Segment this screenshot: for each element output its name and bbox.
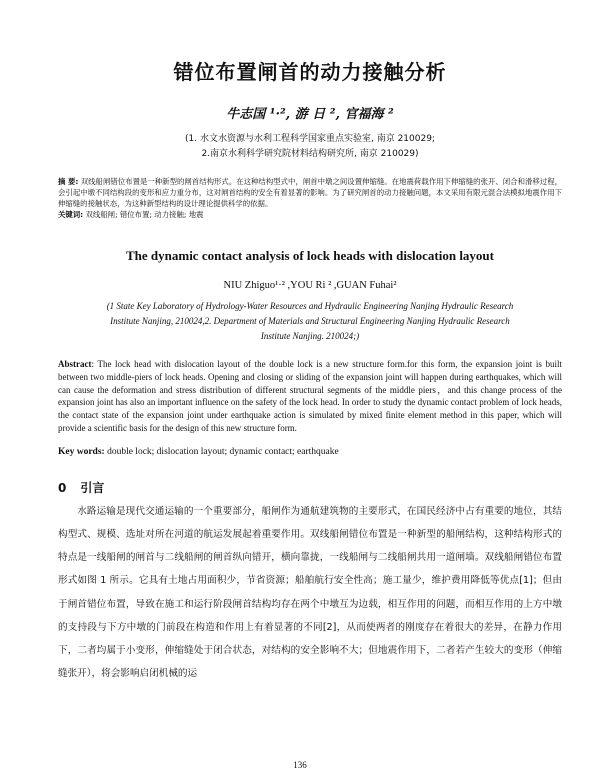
en-abstract-text: : The lock head with dislocation layout of the double lock is a new structure form.for this form, the expansion joint is built between two middle-piers of lock heads. Opening and closing or sliding of the expansion joint will happen during earthquakes, which will can cause the deformation and stress distribution of different structural segments of the middle piers，and this change process of the expansion joint has also an important influence on the safety of the lock head. In order to study the dynamic contact problem of lock heads, the contact state of the expansion joint under earthquake action is simulated by mixed finite element method in this paper, which will provide a scientific basis for the design of this new structure form. <box>58 359 562 433</box>
en-affiliation-3: Institute Nanjing. 210024;) <box>260 331 360 341</box>
en-keywords <box>58 447 562 457</box>
body-paragraph: 水路运输是现代交通运输的一个重要部分，船闸作为通航建筑物的主要形式，在国民经济中占有重要的地位，其结构型式、规模、选址对所在河道的航运发展起着重要作用。双线船闸错位布置是一种新型的船闸结构，这种结构形式的特点是一线船闸的闸首与二线船闸的闸首纵向错开，横向靠拢，一线船闸与二线船闸共用一道闸墙。双线船闸错位布置形式如图 1 所示。它具有土地占用面积少，节省资源；船舶航行安全性高；施工量少，维护费用降低等优点[1]；但由于闸首错位布置，导致在施工和运行阶段闸首结构均存在两个中墩互为边载，相互作用的问题，而相互作用的上方中墩的支持段与下方中墩的门前段在构造和作用上有着显著的不同[2]，从而使两者的刚度存在着很大的差异，在静力作用下，二者均属于小变形，伸缩缝处于闭合状态，对结构的安全影响不大；但地震作用下，二者若产生较大的变形（伸缩缝张开），将会影响启闭机械的运 <box>58 505 562 680</box>
en-title: The dynamic contact analysis of lock heads with dislocation layout <box>125 248 494 263</box>
en-abstract <box>58 358 562 435</box>
en-keywords-text: double lock; dislocation layout; dynamic contact; earthquake <box>104 446 339 457</box>
en-affiliation-1: (1 State Key Laboratory of Hydrology-Water Resources and Hydraulic Engineering Nanjing Hydraulic Research <box>106 301 514 311</box>
zh-abstract-text: 双线船闸错位布置是一种新型的闸首结构形式。在这种结构型式中，闸首中墩之间设置伸缩缝。在地震荷载作用下伸缩缝的张开、闭合和滑移过程，会引起中墩不同结构段的变形和应力重分布，这对闸首结构的安全有着显著的影响。为了研究闸首的动力接触问题，本文采用有限元混合法模拟地震作用下伸缩缝的接触状态，为这种新型结构的设计理论提供科学的依据。 <box>58 177 562 208</box>
zh-keywords-label: 关键词: <box>58 210 84 219</box>
zh-affiliation-1: (1. 水文水资源与水利工程科学国家重点实验室, 南京 210029; <box>185 134 435 144</box>
body-text <box>58 500 562 686</box>
section-heading <box>58 479 562 496</box>
zh-abstract <box>58 176 562 220</box>
en-affiliation <box>58 299 562 344</box>
en-authors: NIU Zhiguo¹·² ,YOU Ri ² ,GUAN Fuhai² <box>223 280 397 291</box>
zh-affiliation <box>58 132 562 162</box>
page-number: 136 <box>293 760 307 770</box>
en-keywords-label: Key words: <box>58 446 105 457</box>
zh-authors: 牛志国 ¹·², 游 日 ², 官福海 ² <box>226 107 394 122</box>
en-affiliation-2: Institute Nanjing, 210024,2. Department of Materials and Structural Engineering Nanjing Hydraulic Research <box>110 316 510 326</box>
en-abstract-label: Abstract <box>58 359 92 369</box>
zh-abstract-label: 摘 要: <box>58 177 79 186</box>
zh-title: 错位布置闸首的动力接触分析 <box>173 60 447 84</box>
zh-affiliation-2: 2.南京水利科学研究院材料结构研究所, 南京 210029) <box>201 149 419 159</box>
section-number: 0 <box>58 480 67 495</box>
section-title: 引言 <box>80 480 105 495</box>
zh-keywords-text: 双线船闸; 错位布置; 动力接触; 地震 <box>85 210 204 219</box>
